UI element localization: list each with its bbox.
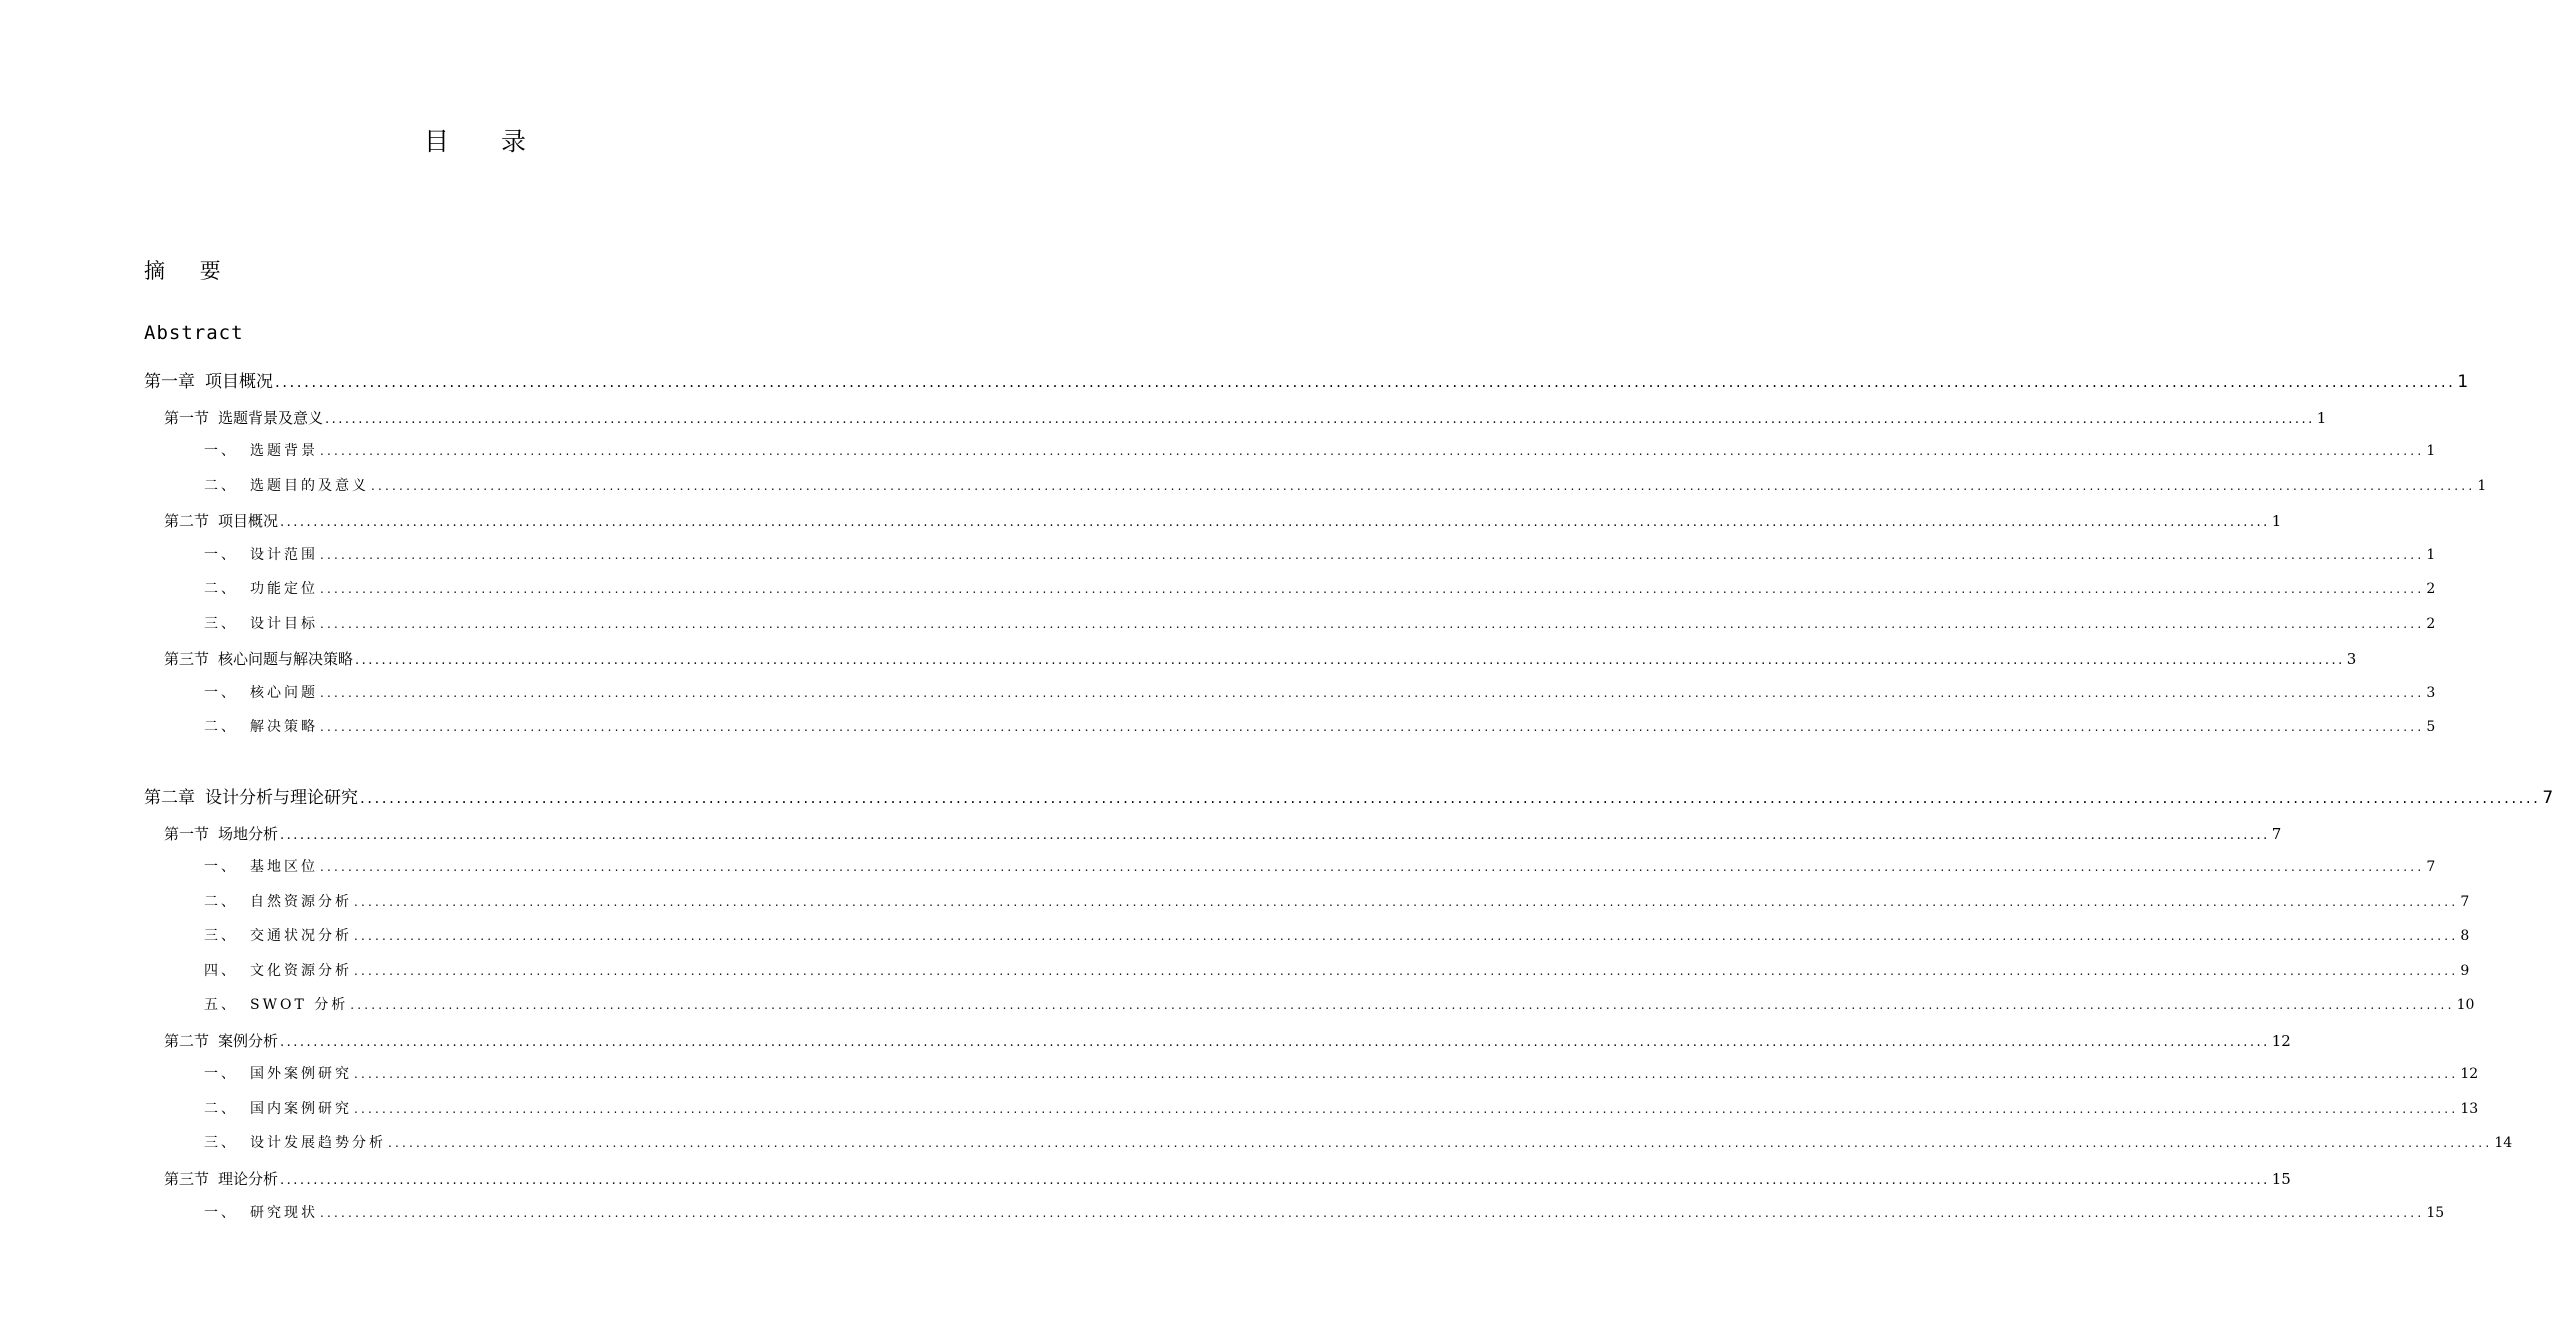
toc-entry-number: 第二节 — [164, 512, 210, 530]
toc-subsection-entry[interactable] — [204, 614, 2436, 634]
toc-subsection-entry[interactable] — [204, 892, 2470, 912]
toc-entry-title: 案例分析 — [218, 1032, 279, 1050]
toc-entry-number: 四、 — [204, 963, 238, 979]
toc-entry-title: 核心问题与解决策略 — [218, 650, 354, 668]
toc-entry-title: 功能定位 — [250, 581, 318, 597]
toc-entry-title: 文化资源分析 — [250, 963, 352, 979]
toc-entry-number: 三、 — [204, 1135, 238, 1151]
toc-entry-number: 二、 — [204, 719, 238, 735]
toc-page-number: 7 — [2426, 859, 2436, 875]
toc-subsection-entry[interactable] — [204, 1099, 2479, 1119]
dot-leader: ............................................................................................................................................................................................................................................................................................................ — [354, 1067, 2459, 1081]
toc-section-entry[interactable] — [164, 823, 2282, 847]
dot-leader: ............................................................................................................................................................................................................................................................................................................ — [320, 860, 2425, 874]
toc-entry-title: 设计发展趋势分析 — [250, 1135, 386, 1151]
abstract-english-heading[interactable]: Abstract — [144, 322, 244, 344]
toc-entry-number: 第三节 — [164, 650, 210, 668]
toc-page-number: 8 — [2460, 928, 2470, 944]
toc-entry-number: 第二节 — [164, 1032, 210, 1050]
toc-page-number: 14 — [2494, 1135, 2513, 1151]
toc-entry-number: 一、 — [204, 547, 238, 563]
toc-entry-title: SWOT 分析 — [250, 997, 349, 1013]
toc-entry-title: 场地分析 — [218, 825, 279, 843]
dot-leader: ............................................................................................................................................................................................................................................................................................................ — [320, 444, 2425, 458]
dot-leader: ............................................................................................................................................................................................................................................................................................................ — [350, 998, 2455, 1012]
toc-page-number: 1 — [2477, 478, 2487, 494]
toc-entry-title: 研究现状 — [250, 1205, 318, 1221]
toc-page-number: 10 — [2456, 997, 2475, 1013]
toc-page-number: 1 — [2271, 512, 2282, 530]
toc-entry-title: 交通状况分析 — [250, 928, 352, 944]
toc-entry-number: 三、 — [204, 616, 238, 632]
toc-entry-title: 选题背景 — [250, 443, 318, 459]
toc-subsection-entry[interactable] — [204, 961, 2470, 981]
dot-leader: ............................................................................................................................................................................................................................................................................................................ — [354, 895, 2459, 909]
page-title: 目 录 — [424, 127, 548, 156]
toc-page-number: 7 — [2542, 788, 2553, 808]
toc-entry-number: 第一节 — [164, 409, 210, 427]
toc-entry-title: 解决策略 — [250, 719, 318, 735]
toc-page-number: 5 — [2426, 719, 2436, 735]
toc-entry-number: 第一章 — [144, 372, 195, 392]
toc-entry-title: 核心问题 — [250, 685, 318, 701]
toc-page-number: 1 — [2457, 372, 2469, 392]
dot-leader: ............................................................................................................................................................................................................................................................................................................ — [360, 789, 2541, 807]
toc-page-number: 1 — [2316, 409, 2327, 427]
toc-page-number: 12 — [2271, 1032, 2291, 1050]
toc-entry-number: 三、 — [204, 928, 238, 944]
dot-leader: ............................................................................................................................................................................................................................................................................................................ — [320, 1206, 2425, 1220]
toc-page-number: 3 — [2426, 685, 2436, 701]
toc-section-entry[interactable] — [164, 648, 2357, 672]
toc-entry-number: 二、 — [204, 894, 238, 910]
toc-entry-title: 设计分析与理论研究 — [205, 788, 358, 808]
dot-leader: ............................................................................................................................................................................................................................................................................................................ — [355, 653, 2345, 668]
toc-subsection-entry[interactable] — [204, 857, 2436, 877]
toc-page-number: 2 — [2426, 581, 2436, 597]
toc-subsection-entry[interactable] — [204, 579, 2436, 599]
toc-entry-title: 选题目的及意义 — [250, 478, 369, 494]
toc-entry-title: 理论分析 — [218, 1170, 279, 1188]
dot-leader: ............................................................................................................................................................................................................................................................................................................ — [354, 1102, 2459, 1116]
toc-entry-title: 基地区位 — [250, 859, 318, 875]
toc-entry-number: 二、 — [204, 581, 238, 597]
toc-entry-number: 第一节 — [164, 825, 210, 843]
dot-leader: ............................................................................................................................................................................................................................................................................................................ — [320, 686, 2425, 700]
dot-leader: ............................................................................................................................................................................................................................................................................................................ — [320, 720, 2425, 734]
dot-leader: ............................................................................................................................................................................................................................................................................................................ — [275, 373, 2456, 391]
toc-entry-title: 设计目标 — [250, 616, 318, 632]
toc-entry-number: 一、 — [204, 1066, 238, 1082]
toc-chapter-entry[interactable] — [144, 370, 2469, 394]
toc-entry-title: 国内案例研究 — [250, 1101, 352, 1117]
toc-entry-number: 二、 — [204, 1101, 238, 1117]
toc-entry-number: 二、 — [204, 478, 238, 494]
dot-leader: ............................................................................................................................................................................................................................................................................................................ — [280, 515, 2270, 530]
toc-subsection-entry[interactable] — [204, 926, 2470, 946]
toc-page-number: 7 — [2460, 894, 2470, 910]
dot-leader: ............................................................................................................................................................................................................................................................................................................ — [320, 617, 2425, 631]
toc-entry-number: 第三节 — [164, 1170, 210, 1188]
toc-section-entry[interactable] — [164, 1168, 2291, 1192]
toc-subsection-entry[interactable] — [204, 1203, 2445, 1223]
dot-leader: ............................................................................................................................................................................................................................................................................................................ — [320, 548, 2425, 562]
toc-page-number: 1 — [2426, 547, 2436, 563]
toc-entry-number: 五、 — [204, 997, 238, 1013]
dot-leader: ............................................................................................................................................................................................................................................................................................................ — [320, 582, 2425, 596]
toc-entry-title: 项目概况 — [218, 512, 279, 530]
dot-leader: ............................................................................................................................................................................................................................................................................................................ — [280, 828, 2270, 843]
toc-section-entry[interactable] — [164, 510, 2282, 534]
toc-entry-title: 设计范围 — [250, 547, 318, 563]
toc-subsection-entry[interactable] — [204, 545, 2436, 565]
toc-entry-number: 第二章 — [144, 788, 195, 808]
toc-entry-title: 国外案例研究 — [250, 1066, 352, 1082]
dot-leader: ............................................................................................................................................................................................................................................................................................................ — [354, 929, 2459, 943]
toc-subsection-entry[interactable] — [204, 717, 2436, 737]
toc-entry-number: 一、 — [204, 443, 238, 459]
dot-leader: ............................................................................................................................................................................................................................................................................................................ — [325, 412, 2315, 427]
toc-entry-number: 一、 — [204, 859, 238, 875]
toc-page-number: 2 — [2426, 616, 2436, 632]
toc-subsection-entry[interactable] — [204, 441, 2436, 461]
toc-subsection-entry[interactable] — [204, 1064, 2479, 1084]
toc-subsection-entry[interactable] — [204, 995, 2475, 1015]
dot-leader: ............................................................................................................................................................................................................................................................................................................ — [371, 479, 2476, 493]
toc-page-number: 13 — [2460, 1101, 2479, 1117]
abstract-chinese-heading[interactable]: 摘 要 — [144, 259, 235, 283]
toc-entry-number: 一、 — [204, 685, 238, 701]
dot-leader: ............................................................................................................................................................................................................................................................................................................ — [354, 964, 2459, 978]
dot-leader: ............................................................................................................................................................................................................................................................................................................ — [280, 1035, 2270, 1050]
dot-leader: ............................................................................................................................................................................................................................................................................................................ — [388, 1136, 2493, 1150]
toc-page-number: 9 — [2460, 963, 2470, 979]
toc-page-number: 7 — [2271, 825, 2282, 843]
toc-page-number: 3 — [2346, 650, 2357, 668]
dot-leader: ............................................................................................................................................................................................................................................................................................................ — [280, 1173, 2270, 1188]
toc-entry-title: 选题背景及意义 — [218, 409, 324, 427]
toc-entry-title: 项目概况 — [205, 372, 273, 392]
toc-page-number: 15 — [2426, 1205, 2445, 1221]
toc-section-entry[interactable] — [164, 1030, 2291, 1054]
toc-subsection-entry[interactable] — [204, 1133, 2513, 1153]
toc-subsection-entry[interactable] — [204, 683, 2436, 703]
toc-subsection-entry[interactable] — [204, 476, 2487, 496]
toc-page-number: 12 — [2460, 1066, 2479, 1082]
toc-chapter-entry[interactable] — [144, 786, 2553, 810]
toc-section-entry[interactable] — [164, 407, 2327, 431]
toc-entry-title: 自然资源分析 — [250, 894, 352, 910]
toc-entry-number: 一、 — [204, 1205, 238, 1221]
toc-page-number: 1 — [2426, 443, 2436, 459]
toc-page-number: 15 — [2271, 1170, 2291, 1188]
